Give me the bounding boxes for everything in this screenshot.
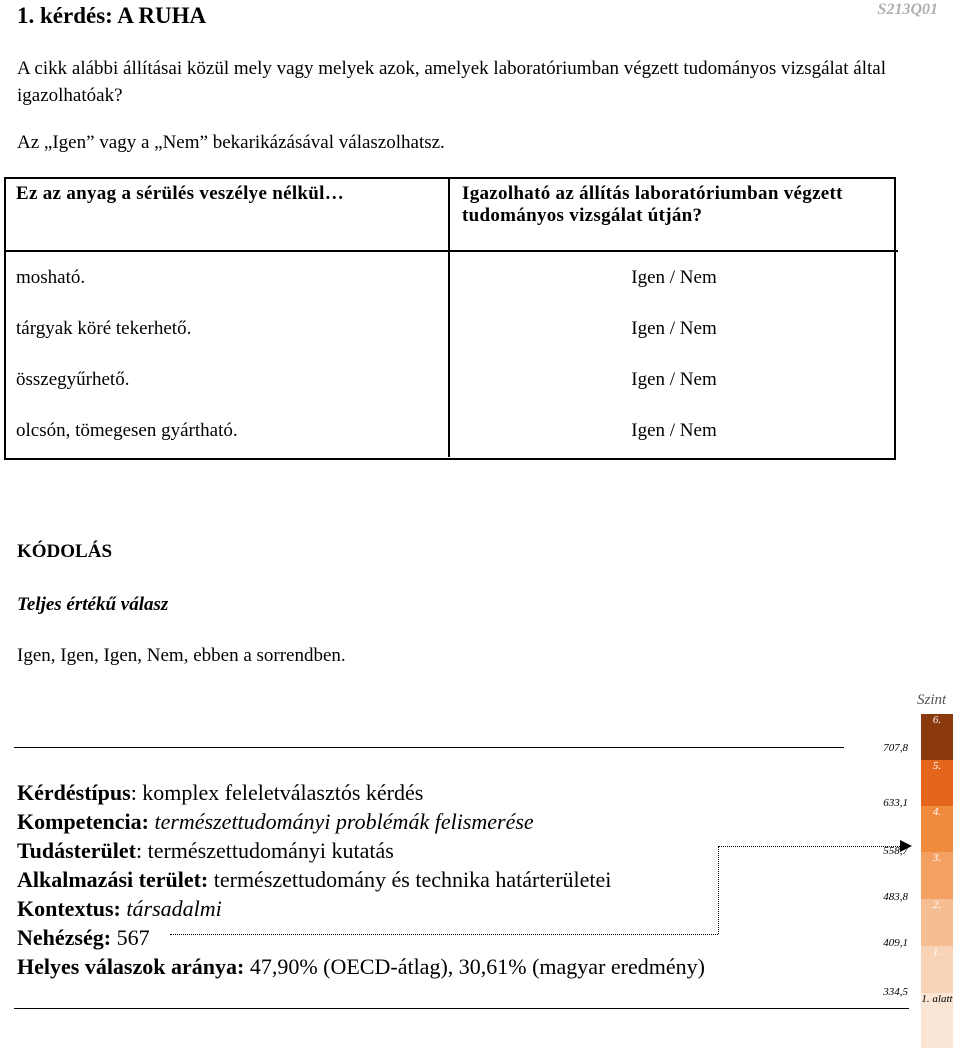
area-value: : természettudományi kutatás	[135, 838, 394, 863]
statement-text: mosható.	[16, 267, 86, 288]
level-band-below-1: 1. alatt	[921, 993, 953, 1048]
context-label: Kontextus:	[17, 896, 121, 921]
level-band-1: 1.	[921, 946, 953, 993]
threshold-label: 409,1	[883, 937, 908, 949]
application-value: természettudomány és technika határterületei	[213, 867, 612, 892]
statement-text: összegyűrhető.	[16, 369, 130, 390]
competence-label: Kompetencia:	[17, 809, 149, 834]
application-label: Alkalmazási terület:	[17, 867, 209, 892]
table-divider	[4, 250, 898, 252]
type-value: : komplex feleletválasztós kérdés	[130, 780, 424, 805]
table-header-verifiable: Igazolható az állítás laboratóriumban végzett tudományos vizsgálat útján?	[462, 183, 843, 226]
difficulty-label: Nehézség:	[17, 925, 112, 950]
answer-choice[interactable]: Igen / Nem	[631, 267, 717, 288]
level-band-2: 2.	[921, 899, 953, 946]
threshold-label: 483,8	[883, 891, 908, 903]
threshold-label: 633,1	[883, 797, 908, 809]
level-band-4: 4.	[921, 806, 953, 852]
statement-text: olcsón, tömegesen gyártható.	[16, 420, 238, 441]
statements-table	[4, 177, 898, 457]
item-metadata	[17, 778, 705, 981]
answer-choice[interactable]: Igen / Nem	[631, 318, 717, 339]
question-title: 1. kérdés: A RUHA	[17, 3, 207, 28]
level-band-3: 3.	[921, 852, 953, 899]
bottom-rule	[14, 1008, 909, 1009]
level-band-5: 5.	[921, 760, 953, 806]
top-rule	[14, 747, 844, 748]
difficulty-connector	[170, 934, 718, 935]
area-label: Tudásterület	[17, 838, 136, 863]
question-text: A cikk alábbi állításai közül mely vagy melyek azok, amelyek laboratóriumban végzett tudományos vizsgálat által igazolhatóak?	[17, 58, 886, 106]
threshold-label: 334,5	[883, 986, 908, 998]
scale-title: Szint	[917, 692, 947, 708]
context-value: társadalmi	[126, 896, 222, 921]
answer-choice[interactable]: Igen / Nem	[631, 369, 717, 390]
correct-rate-value: 47,90% (OECD-átlag), 30,61% (magyar eredmény)	[249, 954, 705, 979]
threshold-label: 558,7	[883, 845, 908, 857]
threshold-label: 707,8	[883, 742, 908, 754]
coding-heading: KÓDOLÁS	[17, 541, 113, 562]
table-row	[4, 267, 898, 318]
table-row	[4, 318, 898, 369]
statement-text: tárgyak köré tekerhető.	[16, 318, 192, 339]
difficulty-value: 567	[116, 925, 150, 950]
type-label: Kérdéstípus	[17, 780, 131, 805]
level-band-6: 6.	[921, 714, 953, 760]
correct-answer: Igen, Igen, Igen, Nem, ebben a sorrendben.	[17, 645, 346, 666]
correct-rate-label: Helyes válaszok aránya:	[17, 954, 245, 979]
table-row	[4, 420, 898, 457]
table-row	[4, 369, 898, 420]
question-code: S213Q01	[877, 1, 938, 18]
full-credit-heading: Teljes értékű válasz	[17, 594, 169, 615]
answer-choice[interactable]: Igen / Nem	[631, 420, 717, 441]
competence-value: természettudományi problémák felismerése	[154, 809, 534, 834]
difficulty-connector-vertical	[718, 846, 719, 934]
table-header-statement: Ez az anyag a sérülés veszélye nélkül…	[4, 177, 449, 267]
instruction-text: Az „Igen” vagy a „Nem” bekarikázásával válaszolhatsz.	[17, 132, 445, 153]
